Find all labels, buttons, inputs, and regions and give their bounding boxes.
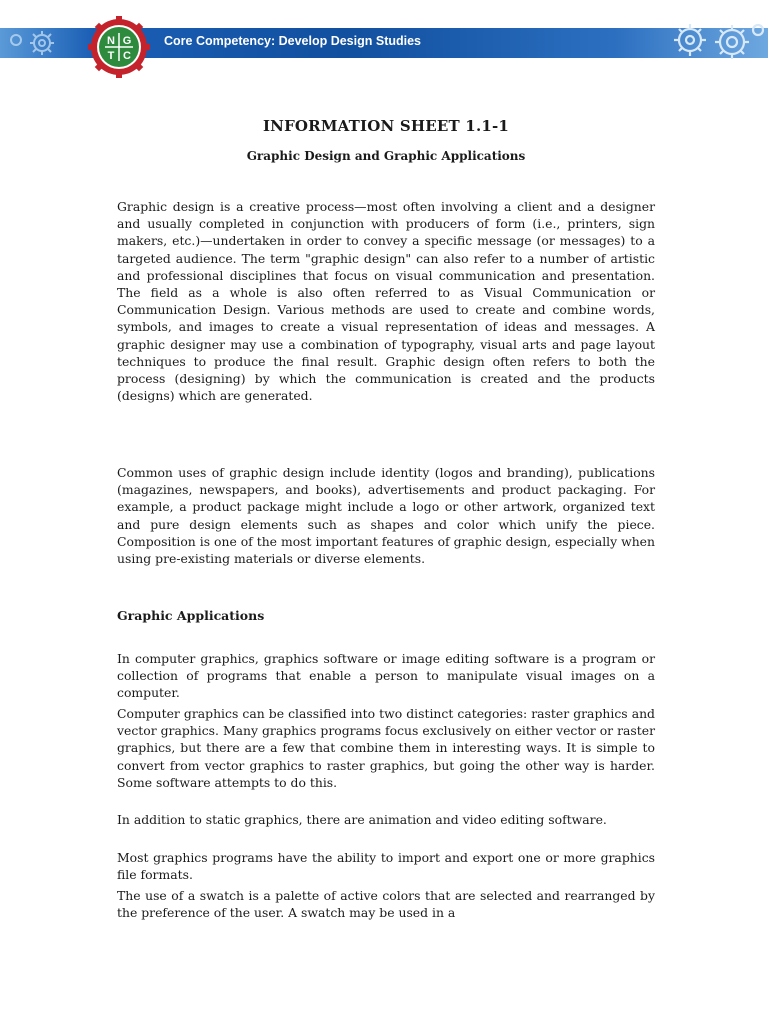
logo-letter-n: N: [107, 35, 115, 47]
logo-letter-t: T: [107, 50, 115, 62]
paragraph-animation: In addition to static graphics, there are animation and video editing software.: [117, 812, 607, 827]
banner-title: Core Competency: Develop Design Studies: [164, 34, 422, 48]
gears-right-icon: [660, 20, 768, 60]
document-subtitle: Graphic Design and Graphic Applications: [246, 149, 526, 163]
gears-left-icon: [2, 28, 92, 58]
section-heading: Graphic Applications: [117, 608, 265, 623]
paragraph-intro: Graphic design is a creative process—most often involving a client and a designer and usually completed in conjunction with producers of form (i.e., printers, sign makers, etc.)—undertaken in order to convey a specific message (or messages) to a targeted audience. The term "graphic design" can also refer to a number of artistic and professional disciplines that focus on visual communication and presentation. The field as a whole is also often referred to as Visual Communication or Communication Design. Various methods are used to create and combine words, symbols, and images to create a visual representation of ideas and messages. A graphic designer may use a combination of typography, visual arts and page layout techniques to produce the final result. Graphic design often refers to both the process (designing) by which the communication is created and the products (designs) which are generated.: [117, 199, 655, 404]
paragraph-software: In computer graphics, graphics software or image editing software is a program or collection of programs that enable a person to manipulate visual images on a computer.: [117, 651, 655, 701]
header-banner: [0, 16, 768, 64]
document-title: INFORMATION SHEET 1.1-1: [262, 117, 510, 135]
paragraph-swatch: The use of a swatch is a palette of active colors that are selected and rearranged by the preference of the user. A swatch may be used in a: [117, 888, 655, 921]
paragraph-file-formats: Most graphics programs have the ability to import and export one or more graphics file formats.: [117, 850, 655, 883]
logo-letter-c: C: [123, 50, 131, 62]
ngtc-logo-icon: [88, 16, 150, 78]
paragraph-common-uses: Common uses of graphic design include identity (logos and branding), publications (magazines, newspapers, and books), advertisements and product packaging. For example, a product package might include a logo or other artwork, organized text and pure design elements such as shapes and color which unify the piece. Composition is one of the most important features of graphic design, especially when using pre-existing materials or diverse elements.: [117, 465, 655, 567]
paragraph-raster-vector: Computer graphics can be classified into two distinct categories: raster graphics and vector graphics. Many graphics programs focus exclusively on either vector or raster graphics, but there are a few that combine them in interesting ways. It is simple to convert from vector graphics to raster graphics, but going the other way is harder. Some software attempts to do this.: [117, 706, 655, 790]
logo-letter-g: G: [122, 35, 132, 47]
